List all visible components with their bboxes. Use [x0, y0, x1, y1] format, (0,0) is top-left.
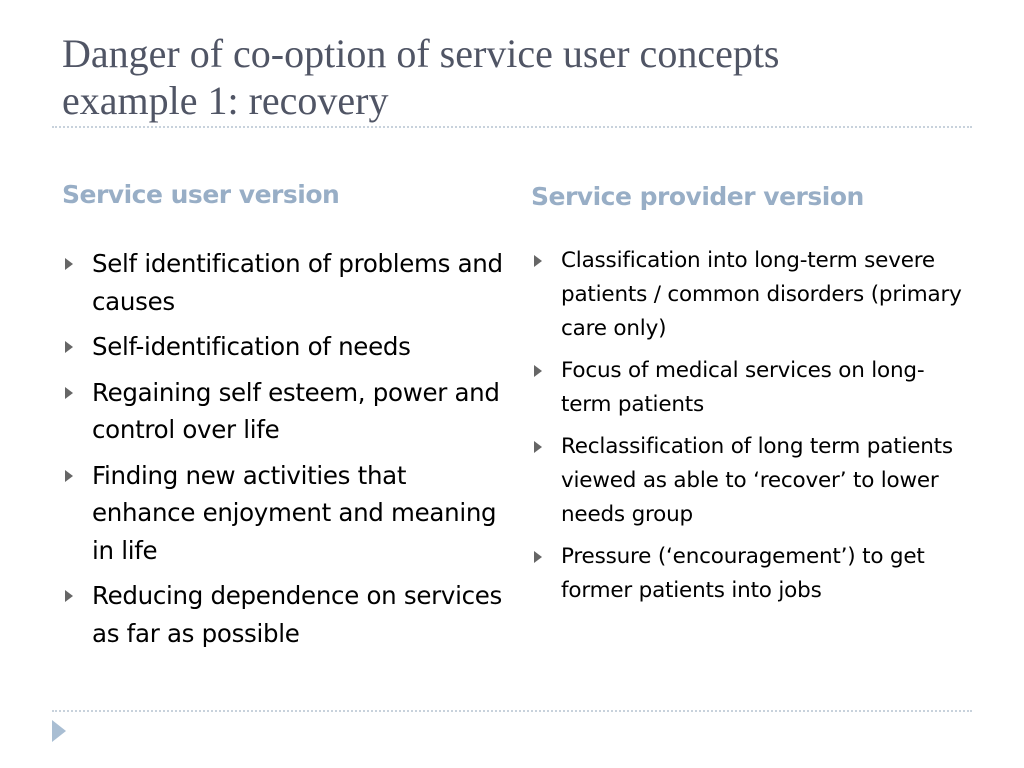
list-item-text: Reclassification of long term patients viewed as able to ‘recover’ to lower needs group [561, 434, 953, 527]
top-divider [52, 126, 972, 128]
list-item [62, 577, 507, 652]
slide-title [62, 30, 992, 124]
list-item-text: Self identification of problems and causes [92, 249, 503, 316]
triangle-bullet-icon [534, 441, 542, 453]
bottom-divider [52, 710, 972, 712]
service-provider-heading: Service provider version [531, 182, 864, 211]
service-user-list [62, 245, 507, 660]
service-provider-list [531, 244, 971, 616]
service-user-heading: Service user version [62, 180, 340, 209]
list-item [531, 430, 971, 532]
triangle-bullet-icon [65, 341, 73, 353]
list-item [62, 457, 507, 570]
list-item [531, 354, 971, 422]
list-item [62, 328, 507, 366]
list-item-text: Finding new activities that enhance enjoyment and meaning in life [92, 460, 497, 565]
triangle-bullet-icon [65, 258, 73, 270]
slide-title-line-2: example 1: recovery [62, 78, 389, 123]
triangle-bullet-icon [65, 590, 73, 602]
list-item-text: Self-identification of needs [92, 332, 411, 361]
list-item [62, 245, 507, 320]
list-item-text: Regaining self esteem, power and control over life [92, 377, 500, 444]
triangle-bullet-icon [65, 387, 73, 399]
triangle-bullet-icon [534, 255, 542, 267]
list-item [531, 244, 971, 346]
list-item [62, 374, 507, 449]
triangle-bullet-icon [534, 365, 542, 377]
list-item-text: Focus of medical services on long-term patients [561, 358, 925, 417]
list-item-text: Pressure (‘encouragement’) to get former patients into jobs [561, 544, 925, 603]
triangle-bullet-icon [65, 470, 73, 482]
list-item-text: Reducing dependence on services as far as possible [92, 581, 503, 648]
triangle-bullet-icon [534, 551, 542, 563]
list-item-text: Classification into long-term severe patients / common disorders (primary care only) [561, 248, 962, 341]
list-item [531, 540, 971, 608]
next-slide-arrow-icon[interactable] [52, 720, 66, 742]
slide-title-line-1: Danger of co-option of service user concepts [62, 31, 780, 76]
